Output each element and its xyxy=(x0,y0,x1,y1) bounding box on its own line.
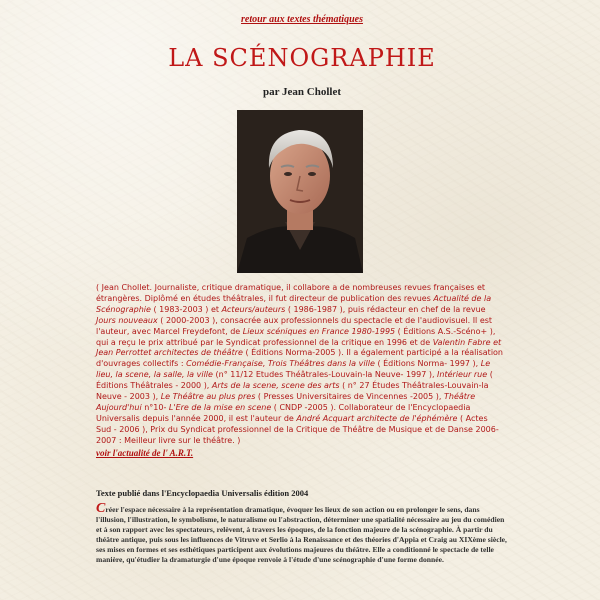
bio-title-italic: André Acquart architecte de l'éphémère xyxy=(296,413,458,423)
bio-text: ( Éditions Théâtrales - 2000 ), xyxy=(96,370,493,391)
bio-title-italic: Le Théâtre au plus pres xyxy=(160,392,256,402)
bio-text: (n° 11/12 Etudes Théâtrales-Louvain-la Neuve- 1997 ), xyxy=(212,370,438,380)
article-body xyxy=(96,501,510,565)
article-paragraph: réer l'espace nécessaire à la représentation dramatique, évoquer les lieux de son action ou en prolonger le sens, dans l'illusion, l'illustration, le symbolisme, le naturalisme ou l'abstraction, déterminer une spatialité nécessaire au jeu du comédien et à son rapport avec les spectateurs, relèvent, à travers les époques, de la fonction majeure de la scénographie. À partir du théâtre antique, puis sous les influences de Vitruve et Serlio à la Renaissance et des théories d'Appia et Craig au XIXème siècle, ses mises en formes et ses esthétiques participent aux évolutions majeures du théâtre. Elle a conditionné le spectacle de telle manière, qu'étudier la dramaturgie d'une époque renvoie à l'étude d'une scénographie d'une forme donnée. xyxy=(96,505,507,564)
bio-title-italic: Intérieur rue xyxy=(437,370,488,380)
page-title: LA SCÉNOGRAPHIE xyxy=(168,44,436,72)
drop-cap: C xyxy=(96,501,106,516)
art-news-link[interactable]: voir l'actualité de l' A.R.T. xyxy=(96,448,194,458)
bio-text: ( Presses Universitaires de Vincennes -2005 ), xyxy=(255,392,444,402)
bio-title-italic: Acteurs/auteurs xyxy=(221,304,286,314)
bio-title-italic: Lieux scéniques en France 1980-1995 xyxy=(242,326,396,336)
bio-text: ( Éditions Norma-2005 ). Il a également participé a la réalisation d'ouvrages collectifs : xyxy=(96,348,504,369)
bio-title-italic: L'Ere de la mise en scene xyxy=(168,402,272,412)
bio-text: ( 2000-2003 ), consacrée aux professionnels du spectacle et de l'audiovisuel. Il est l'auteur, avec Marcel Freydefont, de xyxy=(96,315,493,336)
bio-title-italic: Jours nouveaux xyxy=(96,315,158,325)
bio-text: n°10- xyxy=(141,402,169,412)
bio-text: ( Actes Sud - 2006 ), Prix du Syndicat professionnel de la Critique de Théâtre de Musique et de Danse 2006-2007 : Meilleur livre sur le théâtre. ) xyxy=(96,413,499,445)
author-byline: par Jean Chollet xyxy=(262,86,342,98)
author-biography xyxy=(96,283,504,447)
bio-text: ( CNDP -2005 ). Collaborateur de l'Encyclopaedia Universalis depuis l'année 2000, il est l'auteur de xyxy=(96,402,471,423)
bio-title-italic: Théâtre Aujourd'hui xyxy=(96,392,476,412)
publication-note: Texte publié dans l'Encyclopaedia Universalis édition 2004 xyxy=(96,488,309,498)
bio-text: ( Éditions A.S.-Scéno+ ), qui a reçu le prix attribué par le Syndicat professionnel de la critique en 1996 et de xyxy=(96,326,496,347)
bio-text: ( Éditions Norma- 1997 ), xyxy=(374,359,481,369)
back-to-themes-link[interactable]: retour aux textes thématiques xyxy=(241,14,363,25)
content-column xyxy=(52,0,552,600)
bio-title-italic: Actualité de la Scénographie xyxy=(96,293,492,314)
bio-text: ( 1983-2003 ) et xyxy=(150,304,222,314)
bio-title-italic: Comédie-Française, Trois Théâtres dans la ville xyxy=(186,359,375,369)
bio-text: ( 1986-1987 ), puis rédacteur en chef de la revue xyxy=(285,304,486,314)
portrait-image-icon xyxy=(237,110,363,273)
bio-title-italic: Valentin Fabre et Jean Perrottet architectes de théâtre xyxy=(96,337,502,358)
bio-text: ( n° 27 Études Théâtrales-Louvain-la Neuve - 2003 ), xyxy=(96,381,489,402)
bio-title-italic: Le lieu, la scene, la salle, la ville xyxy=(96,359,491,380)
bio-title-italic: Arts de la scene, scene des arts xyxy=(211,381,340,391)
author-portrait xyxy=(237,110,363,273)
bio-text: ( Jean Chollet. Journaliste, critique dramatique, il collabore a de nombreuses revues françaises et étrangères. Diplômé en études théâtrales, il fut directeur de publication des revues xyxy=(96,283,486,303)
